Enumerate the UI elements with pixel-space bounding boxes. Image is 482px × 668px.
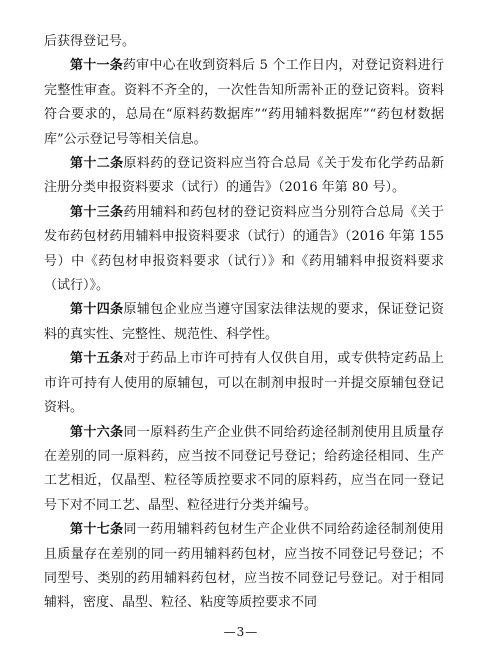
article-15 bbox=[44, 347, 444, 420]
article-heading: 第十二条 bbox=[70, 156, 124, 172]
paragraph-text: 后获得登记号。 bbox=[44, 34, 136, 49]
article-text: 药审中心在收到资料后 5 个工作日内，对登记资料进行完整性审查。资料不齐全的，一次性告知所需补正的登记资料。资料符合要求的，总局在“原料药数据库”“药用辅料数据库”“药包材数据库”公示登记号等相关信息。 bbox=[44, 58, 444, 147]
article-heading: 第十一条 bbox=[70, 58, 123, 74]
article-heading: 第十五条 bbox=[70, 351, 124, 367]
article-13 bbox=[44, 201, 444, 299]
article-12 bbox=[44, 152, 444, 201]
paragraph-continuation bbox=[44, 30, 444, 54]
article-heading: 第十四条 bbox=[70, 302, 124, 318]
article-heading: 第十三条 bbox=[70, 204, 124, 220]
article-14 bbox=[44, 298, 444, 347]
article-text: 原辅包企业应当遵守国家法律法规的要求，保证登记资料的真实性、完整性、规范性、科学性。 bbox=[44, 302, 444, 342]
article-11 bbox=[44, 54, 444, 152]
article-text: 对于药品上市许可持有人仅供自用，或专供特定药品上市许可持有人使用的原辅包，可以在制剂申报时一并提交原辅包登记资料。 bbox=[44, 351, 444, 416]
article-heading: 第十七条 bbox=[70, 522, 124, 538]
document-body bbox=[44, 30, 444, 616]
article-text: 同一原料药生产企业供不同给药途径制剂使用且质量存在差别的同一原料药，应当按不同登记号登记；给药途径相同、生产工艺相近，仅晶型、粒径等质控要求不同的原料药，应当在同一登记号下对不同工艺、晶型、粒径进行分类并编号。 bbox=[44, 424, 444, 513]
article-heading: 第十六条 bbox=[70, 424, 124, 440]
article-text: 同一药用辅料药包材生产企业供不同给药途径制剂使用且质量存在差别的同一药用辅料药包材，应当按不同登记号登记；不同型号、类别的药用辅料药包材，应当按不同登记号登记。对于相同辅料，密度、晶型、粒径、粘度等质控要求不同 bbox=[44, 522, 444, 611]
article-text: 原料药的登记资料应当符合总局《关于发布化学药品新注册分类申报资料要求（试行）的通告》（2016 年第 80 号）。 bbox=[44, 156, 444, 196]
article-17 bbox=[44, 518, 444, 616]
article-16 bbox=[44, 421, 444, 519]
page-number: —3— bbox=[223, 625, 259, 639]
article-text: 药用辅料和药包材的登记资料应当分别符合总局《关于发布药包材药用辅料申报资料要求（试行）的通告》（2016 年第 155 号）中《药包材申报资料要求（试行）》和《药用辅料申报资料要求（试行）》。 bbox=[44, 204, 444, 294]
